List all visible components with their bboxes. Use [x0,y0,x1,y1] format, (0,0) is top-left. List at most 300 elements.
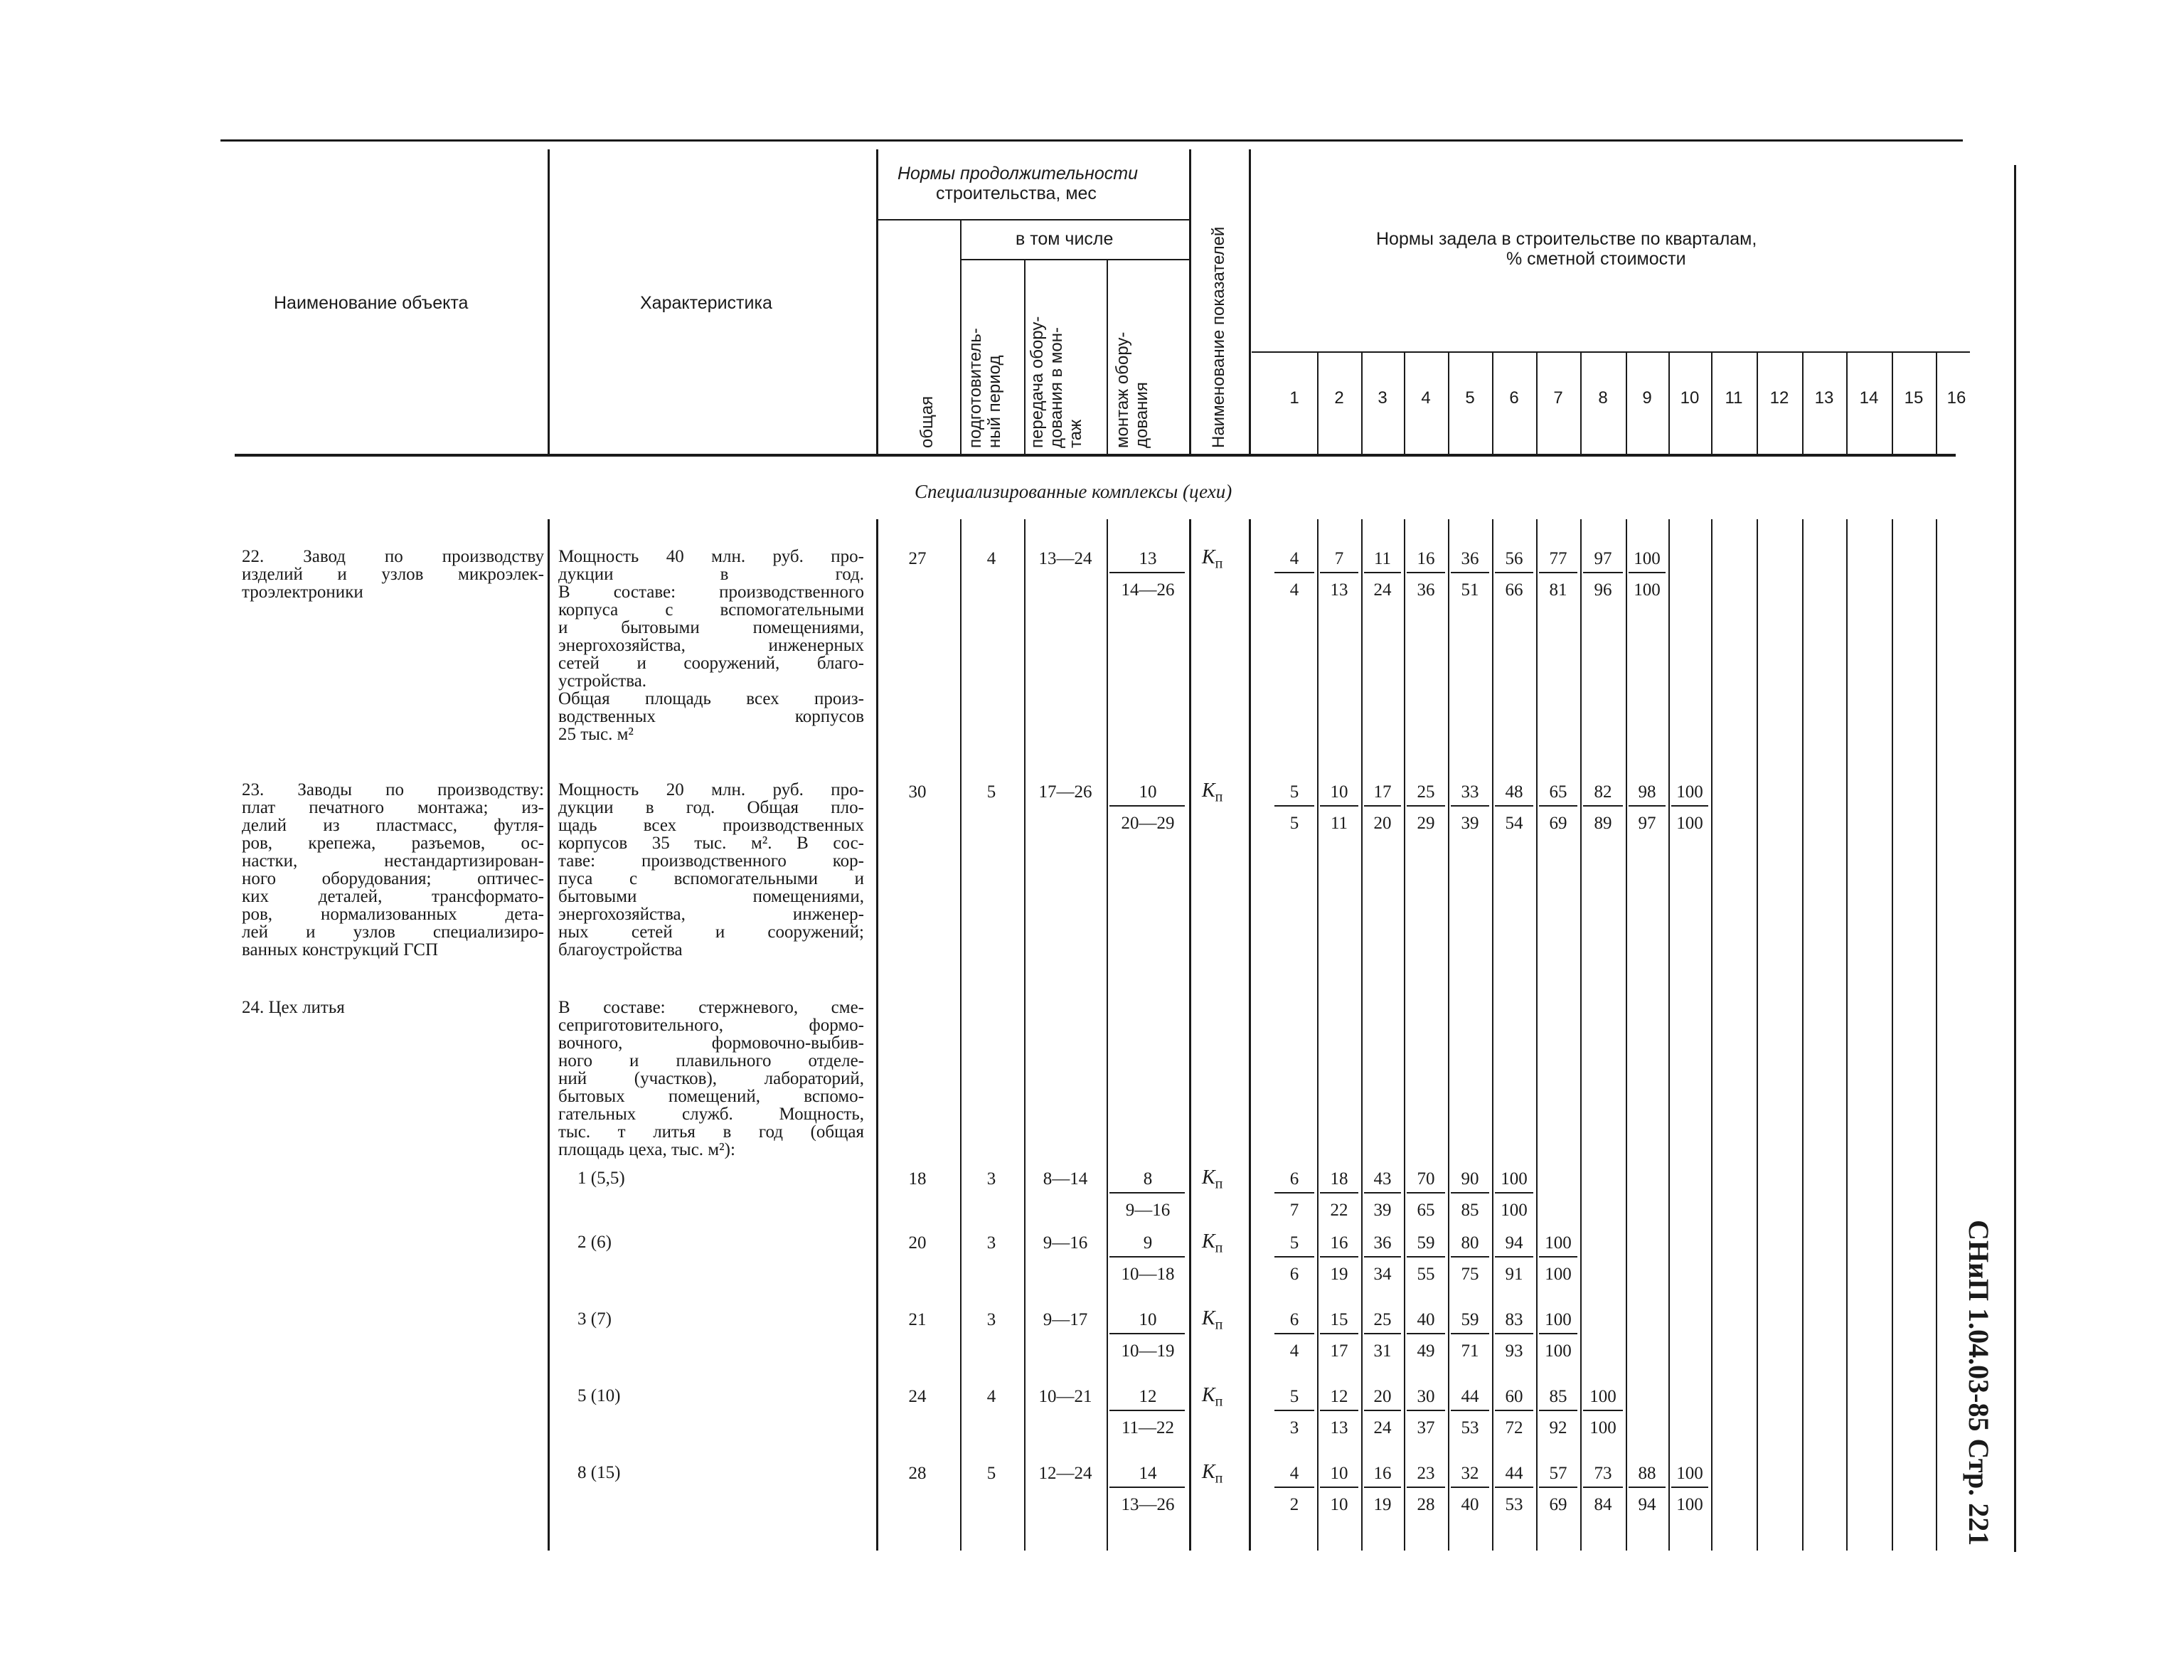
cell-mount-bottom: 14—26 [1121,580,1175,600]
object-22-characteristic-line: энергохозяйства, инженерных [558,636,864,655]
quarter-value-top: 60 [1505,1387,1523,1406]
quarter-fraction-rule [1583,572,1623,573]
quarter-fraction-rule [1451,1192,1489,1193]
quarter-value-top: 32 [1461,1464,1479,1483]
object-23-characteristic [558,781,864,959]
quarter-value-bottom: 29 [1417,814,1435,833]
indicator-kp [1202,546,1222,573]
quarter-header: 4 [1421,388,1431,408]
header-characteristic: Характеристика [640,293,772,313]
object-24-characteristic-line: ний (участков), лабораторий, [558,1069,864,1088]
quarter-fraction-rule [1539,1256,1577,1258]
quarter-sep [1936,351,1937,455]
quarter-value-bottom: 19 [1373,1495,1392,1514]
object-22-characteristic-line: Мощность 40 млн. руб. про- [558,547,864,566]
indicator-sub: п [1215,1317,1223,1333]
object-22-characteristic-line: 25 тыс. м² [558,725,634,744]
cell-transfer: 13—24 [1038,549,1092,568]
quarter-value-bottom: 69 [1549,1495,1567,1514]
quarter-value-top: 16 [1373,1464,1392,1483]
quarter-header: 15 [1904,388,1924,408]
quarter-value-bottom: 75 [1461,1265,1479,1284]
quarter-fraction-rule [1495,1487,1533,1488]
cell-transfer: 9—17 [1043,1310,1088,1329]
mount-fraction-rule [1109,1410,1185,1411]
quarter-value-top: 15 [1330,1310,1348,1329]
col-sep [960,519,962,1551]
object-24-characteristic-line: гательных служб. Мощность, [558,1105,864,1124]
quarter-value-top: 33 [1461,782,1479,802]
cell-mount-top: 13 [1139,549,1157,568]
indicator-sub: п [1215,789,1223,805]
quarter-fraction-rule [1407,1487,1445,1488]
quarter-header: 8 [1598,388,1608,408]
indicator-kp [1202,1384,1222,1410]
object-23-characteristic-line: дукции в год. Общая пло- [558,798,864,817]
quarter-value-bottom: 36 [1417,580,1435,600]
object-23-characteristic-line: благоустройства [558,940,683,959]
quarter-value-top: 83 [1505,1310,1523,1329]
quarter-header: 3 [1378,388,1387,408]
quarter-header: 14 [1859,388,1879,408]
object-23-name-line: настки, нестандартизирован- [242,851,544,871]
indicator-k: К [1202,1230,1215,1253]
quarter-value-top: 57 [1549,1464,1567,1483]
quarter-fraction-rule [1407,805,1445,807]
quarter-value-bottom: 22 [1330,1201,1348,1220]
cell-total: 30 [908,782,927,802]
object-22-characteristic-line: сетей и сооружений, благо- [558,654,864,673]
quarter-sep [1668,519,1670,1551]
indicator-sub: п [1215,555,1223,572]
quarter-value-top: 6 [1289,1169,1299,1189]
quarter-value-top: 100 [1501,1169,1528,1189]
quarter-value-top: 6 [1289,1310,1299,1329]
object-24-characteristic-line: вочного, формовочно-выбив- [558,1033,864,1053]
quarter-fraction-rule [1451,572,1489,573]
quarter-value-bottom: 89 [1594,814,1612,833]
quarter-value-top: 90 [1461,1169,1479,1189]
quarter-fraction-rule [1274,1192,1314,1193]
object-23-name-line: лей и узлов специализиро- [242,923,544,942]
cell-total: 21 [908,1310,927,1329]
quarter-value-top: 25 [1417,782,1435,802]
quarter-value-top: 85 [1549,1387,1567,1406]
header-transfer [1028,317,1085,448]
section-title: Специализированные комплексы (цехи) [915,481,1232,502]
quarter-value-top: 88 [1638,1464,1656,1483]
quarter-sep [1626,351,1627,455]
quarter-fraction-rule [1274,1333,1314,1334]
quarter-value-top: 5 [1289,782,1299,802]
quarter-sep [1536,351,1538,455]
quarter-sep [1361,351,1363,455]
indicator-sub: п [1215,1393,1223,1410]
quarter-fraction-rule [1451,805,1489,807]
object-22-characteristic-line: водственных корпусов [558,707,864,726]
quarter-value-top: 10 [1330,1464,1348,1483]
quarter-value-bottom: 100 [1676,1495,1703,1514]
quarter-value-top: 17 [1373,782,1392,802]
object-23-name-line: плат печатного монтажа; из- [242,798,544,817]
quarter-value-top: 12 [1330,1387,1348,1406]
mount-fraction-rule [1109,805,1185,807]
quarter-sep [1668,351,1670,455]
header-total [917,396,937,448]
object-23-characteristic-line: энергохозяйства, инженер- [558,905,864,924]
mount-fraction-rule [1109,1256,1185,1258]
quarter-value-bottom: 100 [1545,1341,1572,1361]
row-label: 2 (6) [577,1233,612,1252]
object-23-name [242,781,544,959]
quarter-value-top: 10 [1330,782,1348,802]
quarter-value-bottom: 94 [1638,1495,1656,1514]
quarter-header: 12 [1769,388,1789,408]
quarter-value-bottom: 7 [1289,1201,1299,1220]
object-23-characteristic-line: таве: производственного кор- [558,851,864,871]
quarter-sep [1626,519,1627,1551]
quarter-value-top: 100 [1545,1233,1572,1253]
quarter-value-bottom: 6 [1289,1265,1299,1284]
object-23-name-line: ного оборудования; оптичес- [242,869,544,888]
quarter-header: 16 [1946,388,1966,408]
cell-transfer: 9—16 [1043,1233,1088,1253]
quarter-value-bottom: 39 [1461,814,1479,833]
quarter-value-bottom: 19 [1330,1265,1348,1284]
quarter-value-bottom: 91 [1505,1265,1523,1284]
quarter-value-bottom: 49 [1417,1341,1435,1361]
quarters-subrule [1252,351,1970,353]
col-sep [876,149,878,455]
quarter-value-top: 100 [1676,1464,1703,1483]
quarter-sep [1846,519,1848,1551]
object-22-characteristic-line: дукции в год. [558,565,864,584]
object-24-characteristic-line: тыс. т литья в год (общая [558,1122,864,1142]
quarter-fraction-rule [1451,1410,1489,1411]
cell-prep: 4 [986,1387,996,1406]
quarter-fraction-rule [1407,1192,1445,1193]
quarter-fraction-rule [1274,805,1314,807]
header-norms-title-2: строительства, мес [936,184,1097,203]
header-incl: в том числе [1016,229,1114,249]
quarter-value-top: 59 [1461,1310,1479,1329]
header-transfer-line: передача обору- [1028,316,1047,448]
quarter-value-bottom: 13 [1330,580,1348,600]
quarter-fraction-rule [1320,1410,1358,1411]
quarter-value-top: 70 [1417,1169,1435,1189]
quarter-fraction-rule [1407,1333,1445,1334]
object-22-characteristic-line: устройства. [558,671,647,691]
header-prep-line: подготовитель- [966,328,985,448]
object-22-name [242,548,544,601]
indicator-kp [1202,1166,1222,1193]
quarter-value-top: 36 [1373,1233,1392,1253]
quarter-fraction-rule [1364,1256,1401,1258]
object-24-name-line: 24. Цех литья [242,998,345,1017]
quarter-value-bottom: 34 [1373,1265,1392,1284]
header-prep-line: ный период [985,355,1004,448]
quarter-value-bottom: 96 [1594,580,1612,600]
object-24-characteristic-line: бытовых помещений, вспомо- [558,1087,864,1106]
indicator-kp [1202,1307,1222,1334]
object-23-name-line: ров, крепежа, разъемов, ос- [242,834,544,853]
object-23-name-line: делий из пластмасс, футля- [242,816,544,835]
quarter-value-top: 82 [1594,782,1612,802]
object-23-name-line: ров, нормализованных дета- [242,905,544,924]
object-24-characteristic [558,999,864,1159]
quarter-sep [1892,519,1893,1551]
cell-mount-top: 12 [1139,1387,1157,1406]
quarter-sep [1448,351,1449,455]
quarter-fraction-rule [1495,805,1533,807]
quarter-value-top: 43 [1373,1169,1392,1189]
quarter-sep [1802,351,1804,455]
quarter-value-bottom: 11 [1330,814,1348,833]
quarter-value-top: 100 [1545,1310,1572,1329]
quarter-header: 5 [1465,388,1475,408]
cell-mount-bottom: 13—26 [1121,1495,1175,1514]
object-22-name-line: изделий и узлов микроэлек- [242,565,544,584]
quarter-fraction-rule [1671,805,1708,807]
quarter-value-bottom: 37 [1417,1418,1435,1437]
header-mount-line: монтаж обору- [1113,331,1132,448]
object-24-name [242,999,544,1016]
header-transfer-line: дования в мон- [1047,326,1066,448]
quarter-fraction-rule [1407,1410,1445,1411]
indicator-k: К [1202,1461,1215,1483]
quarter-fraction-rule [1274,572,1314,573]
quarter-value-bottom: 4 [1289,1341,1299,1361]
cell-transfer: 10—21 [1038,1387,1092,1406]
indicator-kp [1202,1461,1222,1487]
quarter-fraction-rule [1320,805,1358,807]
quarter-value-top: 56 [1505,549,1523,568]
quarter-header: 9 [1642,388,1652,408]
quarter-sep [1802,519,1804,1551]
quarter-fraction-rule [1539,572,1577,573]
quarter-value-top: 44 [1461,1387,1479,1406]
quarter-value-bottom: 4 [1289,580,1299,600]
quarter-fraction-rule [1629,805,1666,807]
cell-transfer: 17—26 [1038,782,1092,802]
cell-total: 18 [908,1169,927,1189]
header-mount [1113,332,1151,448]
cell-mount-bottom: 20—29 [1121,814,1175,833]
quarter-fraction-rule [1407,572,1445,573]
quarter-sep [1317,351,1319,455]
side-caption: СНиП 1.04.03-85 Стр. 221 [1963,1220,1995,1546]
quarter-fraction-rule [1495,1192,1533,1193]
quarter-header: 13 [1814,388,1834,408]
quarter-fraction-rule [1539,1333,1577,1334]
quarter-value-bottom: 20 [1373,814,1392,833]
quarter-fraction-rule [1495,1256,1533,1258]
quarter-header: 1 [1289,388,1299,408]
indicator-k: К [1202,1307,1215,1329]
cell-mount-bottom: 9—16 [1125,1201,1171,1220]
col-sep [1249,149,1251,455]
quarter-fraction-rule [1451,1256,1489,1258]
col-sep [548,519,550,1551]
row-label: 8 (15) [577,1463,621,1482]
quarter-fraction-rule [1583,1487,1623,1488]
quarter-sep [1404,351,1405,455]
quarter-fraction-rule [1320,1333,1358,1334]
indicator-kp [1202,780,1222,806]
quarter-sep [1757,351,1758,455]
quarter-value-top: 97 [1594,549,1612,568]
header-name: Наименование объекта [274,293,469,313]
quarter-value-bottom: 71 [1461,1341,1479,1361]
quarter-value-bottom: 92 [1549,1418,1567,1437]
quarter-fraction-rule [1495,1333,1533,1334]
quarter-fraction-rule [1274,1256,1314,1258]
quarter-fraction-rule [1629,572,1666,573]
cell-mount-top: 14 [1139,1464,1157,1483]
header-indicator-text: Наименование показателей [1209,226,1228,448]
quarter-header: 2 [1334,388,1344,408]
indicator-kp [1202,1230,1222,1257]
quarter-value-bottom: 51 [1461,580,1479,600]
cell-transfer: 12—24 [1038,1464,1092,1483]
quarter-value-top: 100 [1676,782,1703,802]
cell-prep: 3 [986,1310,996,1329]
quarter-value-bottom: 31 [1373,1341,1392,1361]
quarter-value-top: 11 [1373,549,1392,568]
quarter-header: 10 [1680,388,1700,408]
cell-mount-top: 10 [1139,1310,1157,1329]
quarter-fraction-rule [1451,1487,1489,1488]
quarter-value-top: 59 [1417,1233,1435,1253]
quarter-sep [1580,351,1582,455]
quarter-value-top: 23 [1417,1464,1435,1483]
quarter-value-top: 80 [1461,1233,1479,1253]
object-24-characteristic-line: сеприготовительного, формо- [558,1016,864,1035]
quarter-value-top: 40 [1417,1310,1435,1329]
object-23-characteristic-line: щадь всех производственных [558,816,864,835]
quarter-value-bottom: 13 [1330,1418,1348,1437]
quarter-value-bottom: 100 [1676,814,1703,833]
quarter-value-bottom: 2 [1289,1495,1299,1514]
header-prep [966,328,1004,448]
quarter-fraction-rule [1364,572,1401,573]
quarter-sep [1711,351,1712,455]
quarter-fraction-rule [1539,805,1577,807]
mount-fraction-rule [1109,572,1185,573]
cell-transfer: 8—14 [1043,1169,1088,1189]
cell-total: 20 [908,1233,927,1253]
quarter-value-top: 16 [1417,549,1435,568]
quarter-header: 6 [1509,388,1519,408]
quarter-value-top: 100 [1589,1387,1616,1406]
object-23-name-line: ких деталей, трансформато- [242,887,544,906]
row-label: 5 (10) [577,1386,621,1405]
quarter-value-bottom: 5 [1289,814,1299,833]
col-sep [1189,519,1191,1551]
quarter-header: 11 [1725,388,1743,408]
quarter-value-bottom: 10 [1330,1495,1348,1514]
quarter-fraction-rule [1364,805,1401,807]
cell-prep: 4 [986,549,996,568]
object-23-name-line: ванных конструкций ГСП [242,940,439,959]
indicator-sub: п [1215,1176,1223,1192]
header-backlog-title-2: % сметной стоимости [1506,249,1686,269]
indicator-k: К [1202,546,1215,568]
quarter-value-top: 94 [1505,1233,1523,1253]
quarter-header: 7 [1553,388,1563,408]
quarter-fraction-rule [1320,1256,1358,1258]
quarter-fraction-rule [1320,572,1358,573]
header-indicator [1209,227,1228,448]
quarter-value-bottom: 55 [1417,1265,1435,1284]
quarter-value-bottom: 66 [1505,580,1523,600]
row-label: 3 (7) [577,1309,612,1329]
quarter-value-bottom: 85 [1461,1201,1479,1220]
indicator-sub: п [1215,1470,1223,1487]
mount-fraction-rule [1109,1192,1185,1193]
quarter-value-top: 73 [1594,1464,1612,1483]
quarter-value-bottom: 69 [1549,814,1567,833]
object-22-characteristic-line: В составе: производственного [558,583,864,602]
quarter-value-top: 18 [1330,1169,1348,1189]
quarter-fraction-rule [1364,1192,1401,1193]
object-23-characteristic-line: пуса с вспомогательными и [558,869,864,888]
object-22-characteristic-line: и бытовыми помещениями, [558,618,864,637]
quarter-value-bottom: 54 [1505,814,1523,833]
page-right-border [2014,165,2016,1552]
object-23-characteristic-line: Мощность 20 млн. руб. про- [558,780,864,799]
quarter-value-top: 100 [1634,549,1661,568]
quarter-value-top: 30 [1417,1387,1435,1406]
header-mount-line: дования [1132,382,1151,448]
quarter-fraction-rule [1274,1487,1314,1488]
quarter-value-top: 25 [1373,1310,1392,1329]
col-sep [548,149,550,455]
quarter-value-bottom: 3 [1289,1418,1299,1437]
quarter-value-bottom: 40 [1461,1495,1479,1514]
object-22-characteristic-line: Общая площадь всех произ- [558,689,864,708]
object-22-characteristic [558,548,864,743]
object-22-characteristic-line: корпуса с вспомогательными [558,600,864,620]
quarter-value-bottom: 93 [1505,1341,1523,1361]
quarter-sep [1492,351,1493,455]
quarter-fraction-rule [1274,1410,1314,1411]
quarter-sep [1936,519,1937,1551]
quarter-value-bottom: 24 [1373,1418,1392,1437]
quarter-value-top: 5 [1289,1387,1299,1406]
quarter-value-top: 98 [1638,782,1656,802]
quarter-value-top: 77 [1549,549,1567,568]
object-23-characteristic-line: ных сетей и сооружений; [558,923,864,942]
col-sep [1107,519,1108,1551]
object-24-characteristic-line: В составе: стержневого, сме- [558,998,864,1017]
cell-prep: 3 [986,1233,996,1253]
quarter-fraction-rule [1364,1333,1401,1334]
object-24-characteristic-line: ного и плавильного отделе- [558,1051,864,1070]
col-sep [960,220,962,455]
quarter-fraction-rule [1539,1487,1577,1488]
quarter-value-bottom: 100 [1501,1201,1528,1220]
quarter-value-bottom: 53 [1461,1418,1479,1437]
header-backlog-title: Нормы задела в строительстве по кварталам, [1376,229,1757,249]
cell-total: 24 [908,1387,927,1406]
quarter-value-top: 36 [1461,549,1479,568]
cell-mount-top: 10 [1139,782,1157,802]
cell-mount-top: 9 [1143,1233,1153,1253]
norms-subrule [878,219,1190,220]
cell-prep: 5 [986,782,996,802]
quarter-value-top: 65 [1549,782,1567,802]
